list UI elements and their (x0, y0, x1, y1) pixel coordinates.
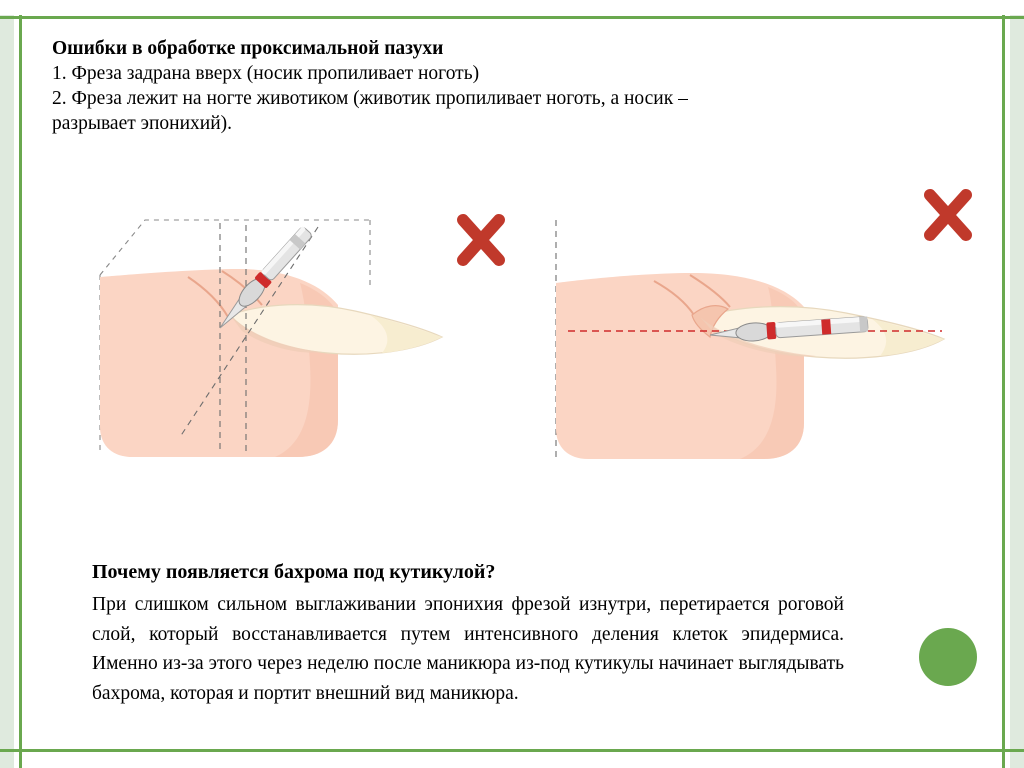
title-item-3: разрывает эпонихий). (52, 113, 233, 134)
figures-row (52, 165, 982, 485)
page-title: Ошибки в обработке проксимальной пазухи (52, 38, 444, 59)
bottom-heading: Почему появляется бахрома под кутикулой? (92, 561, 496, 583)
title-item-1: 1. Фреза задрана вверх (носик пропиливает ноготь) (52, 63, 480, 84)
slide-left-band (0, 0, 14, 768)
slide-top-rule (0, 16, 1024, 19)
title-block (52, 36, 792, 136)
bottom-text-block (92, 558, 844, 708)
title-item-2: 2. Фреза лежит на ногте животиком (животик пропиливает ноготь, а носик – (52, 88, 688, 109)
figure-finger-bit-angled-up (70, 165, 540, 485)
bottom-paragraph: При слишком сильном выглаживании эпонихия фрезой изнутри, перетирается роговой слой, который восстанавливается путем интенсивного деления клеток эпидермиса. Именно из-за этого через неделю после маникюра из-под кутикулы начинает выглядывать бахрома, которая и портит внешний вид маникюра. (92, 594, 844, 704)
slide-left-rule (19, 0, 22, 768)
figure-finger-bit-flat-on-nail (542, 165, 1012, 485)
slide-top-band (0, 0, 1024, 15)
slide-right-band (1010, 0, 1024, 768)
slide-accent-dot (919, 628, 977, 686)
slide-bottom-rule (0, 749, 1024, 752)
